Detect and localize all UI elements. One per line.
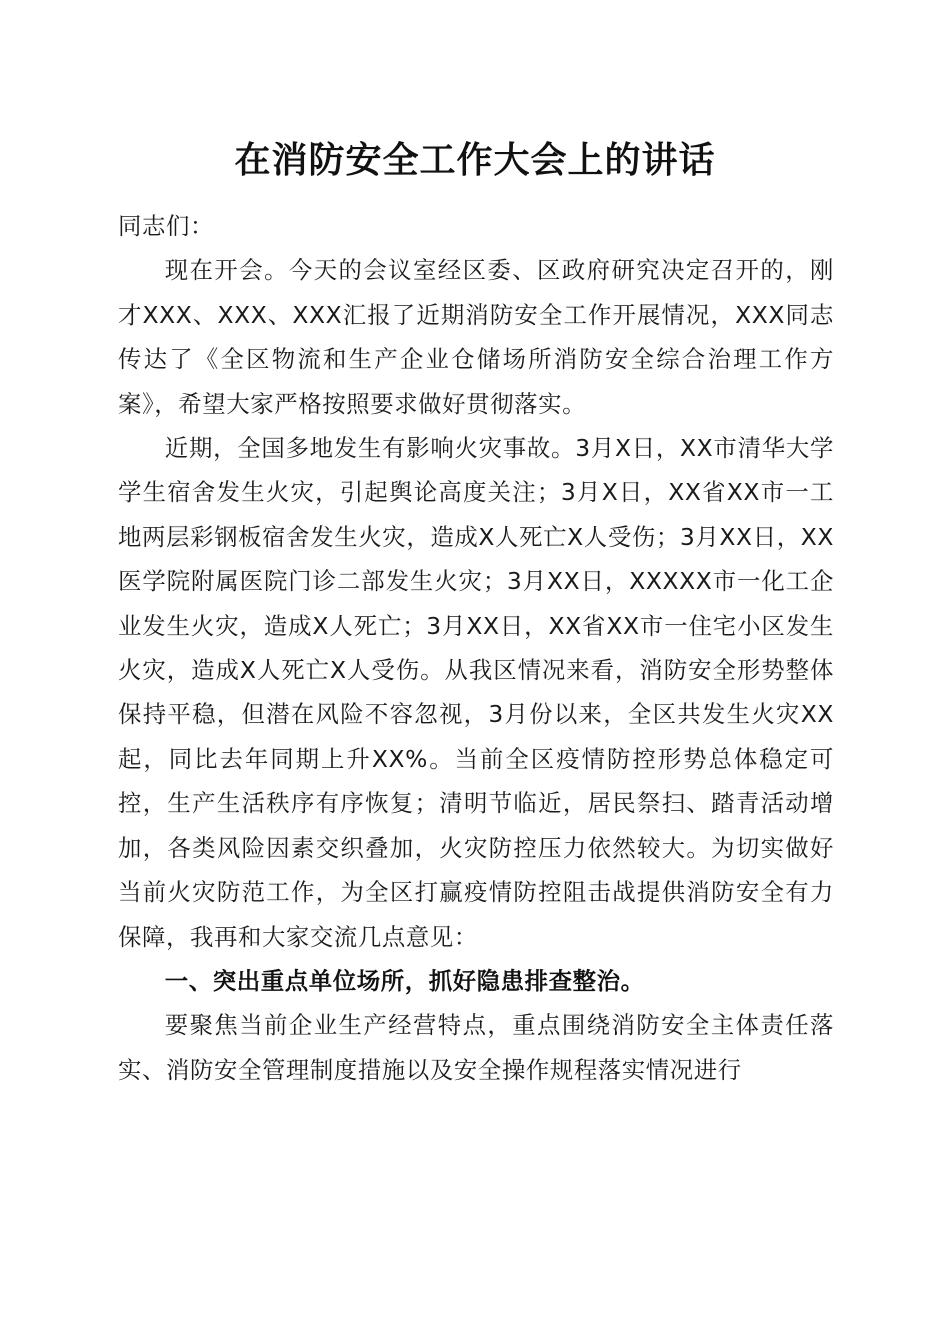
document-body (118, 204, 834, 1092)
paragraph-opening: 现在开会。今天的会议室经区委、区政府研究决定召开的，刚才XXX、XXX、XXX汇报了近期消防安全工作开展情况，XXX同志传达了《全区物流和生产企业仓储场所消防安全综合治理工作方案》，希望大家严格按照要求做好贯彻落实。 (118, 256, 834, 418)
section-heading: 一、突出重点单位场所，抓好隐患排查整治。 (164, 966, 645, 995)
salutation: 同志们： (118, 212, 214, 240)
paragraph-situation: 近期，全国多地发生有影响火灾事故。3月X日，XX市清华大学学生宿舍发生火灾，引起舆论高度关注；3月X日，XX省XX市一工地两层彩钢板宿舍发生火灾，造成X人死亡X人受伤；3月XX日，XX医学院附属医院门诊二部发生火灾；3月XX日，XXXXX市一化工企业发生火灾，造成X人死亡；3月XX日，XX省XX市一住宅小区发生火灾，造成X人死亡X人受伤。从我区情况来看，消防安全形势整体保持平稳，但潜在风险不容忽视，3月份以来，全区共发生火灾XX起，同比去年同期上升XX%。当前全区疫情防控形势总体稳定可控，生产生活秩序有序恢复；清明节临近，居民祭扫、踏青活动增加，各类风险因素交织叠加，火灾防控压力依然较大。为切实做好当前火灾防范工作，为全区打赢疫情防控阻击战提供消防安全有力保障，我再和大家交流几点意见： (118, 434, 834, 951)
document-title: 在消防安全工作大会上的讲话 (234, 139, 716, 181)
section-paragraph: 要聚焦当前企业生产经营特点，重点围绕消防安全主体责任落实、消防安全管理制度措施以及安全操作规程落实情况进行 (118, 1011, 834, 1084)
